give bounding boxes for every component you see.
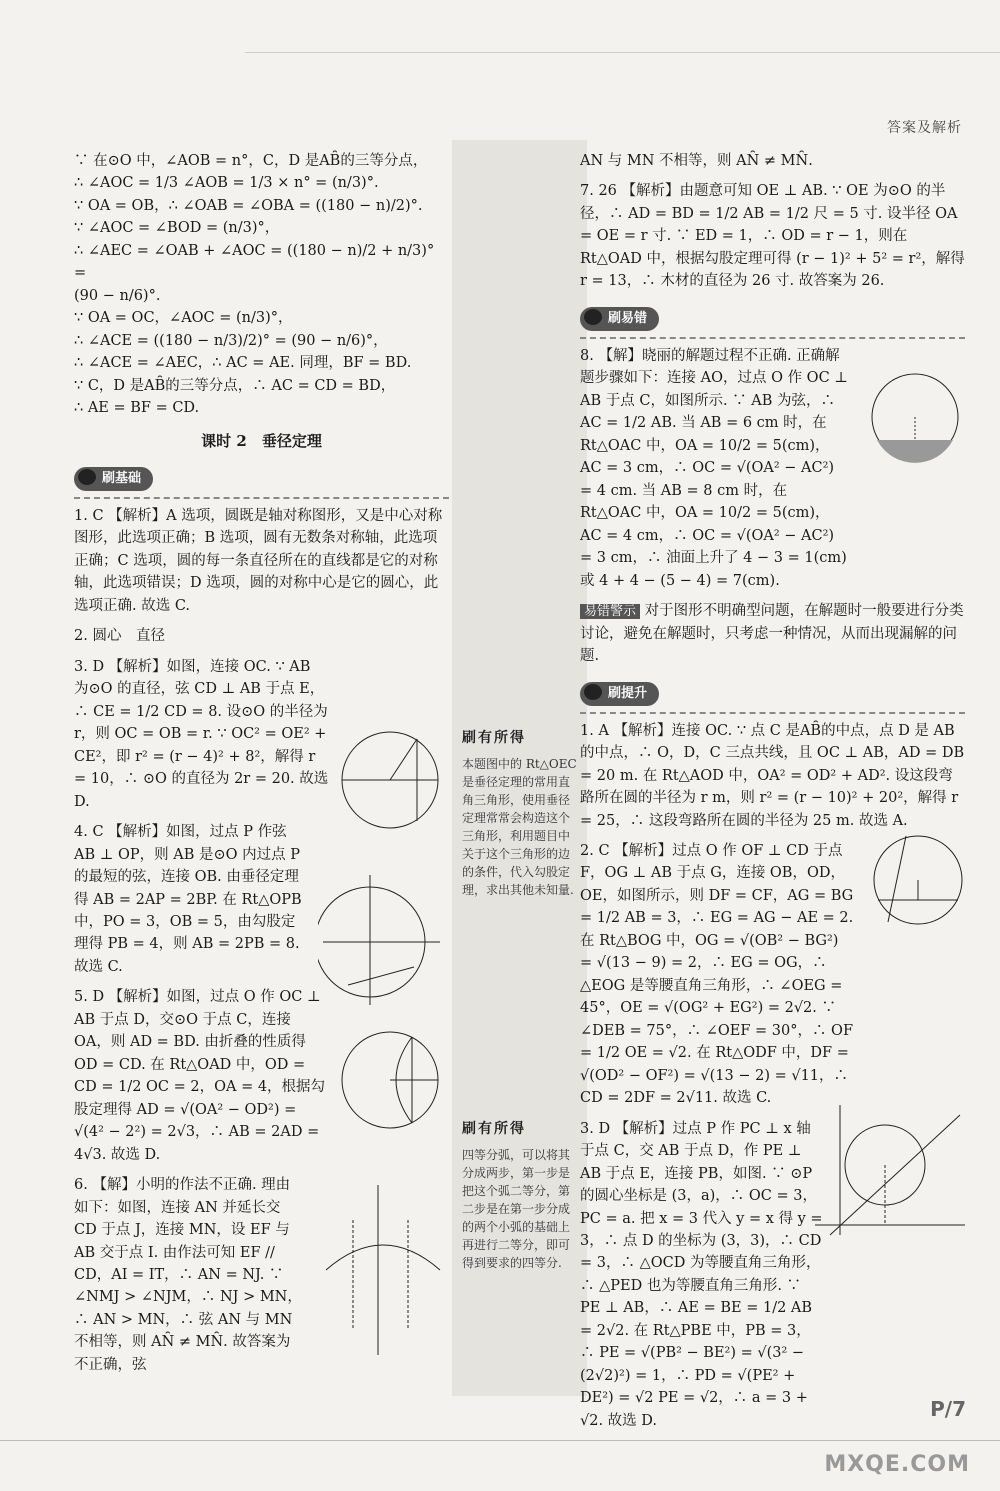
error-warning [580, 600, 965, 667]
right-column [580, 150, 965, 1440]
lesson-title: 课时 2 垂径定理 [201, 431, 322, 450]
answer-6-end: AN 与 MN 不相等，则 AN̑ ≠ MN̑. [580, 153, 813, 169]
proof-line: ∴ AE = BF = CD. [74, 400, 200, 417]
site-watermark: MXQE.COM [824, 1452, 970, 1477]
circle-diagram-q3 [335, 725, 450, 840]
warning-text: 对于图形不明确型问题，在解题时一般要进行分类讨论，避免在解题时，只考虑一种情况，从而出现漏解的问题. [580, 603, 964, 665]
answer-4: 4. C 【解析】如图，过点 P 作弦 AB ⊥ OP，则 AB 是⊙O 内过点 P 的最短的弦，连接 OB. 由垂径定理得 AB = 2AP = 2BP. 在 Rt△OPB 中，PO = 3，OB = 5，由勾股定理得 PB = 4，则 AB = 2PB = 8. 故选 C. [74, 824, 302, 975]
proof-line: ∴ ∠AOC = 1/3 ∠AOB = 1/3 × n° = (n/3)°. [74, 175, 379, 192]
answer-7: 7. 26 【解析】由题意可知 OE ⊥ AB. ∵ OE 为⊙O 的半径，∴ AD = BD = 1/2 AB = 1/2 尺 = 5 寸. 设半径 OA = OE = r 寸. ∵ ED = 1，∴ OD = r − 1，则在 Rt△OAD 中，根据勾股定理可得 (r − 1)² + 5² = r²，解得 r = 13，∴ 木材的直径为 26 寸. 故答案为 26. [580, 183, 965, 290]
answer-2: 2. 圆心 直径 [74, 628, 165, 645]
section-error: 刷易错 [580, 301, 965, 339]
answer-8: 8. 【解】晓丽的解题过程不正确. 正确解题步骤如下：连接 AO，过点 O 作 OC ⊥ AB 于点 C，如图所示. ∵ AB 为弦，∴ AC = 1/2 AB. 当 AB = 6 cm 时，在 Rt△OAC 中，OA = 10/2 = 5(cm)，AC = 3 cm，∴ OC = √(OA² − AC²) = 4 cm. 当 AB = 8 cm 时，在 Rt△OAC 中，OA = 10/2 = 5(cm)，AC = 4 cm，∴ OC = √(OA² − AC²) = 3 cm，∴ 油面上升了 4 − 3 = 1(cm) 或 4 + 4 − (5 − 4) = 7(cm). [580, 347, 848, 589]
answer-p2: 2. C 【解析】过点 O 作 OF ⊥ CD 于点 F，OG ⊥ AB 于点 G，连接 OB，OD，OE，如图所示，则 DF = CF，AG = BG = 1/2 AB = 3，∴ EG = AG − AE = 2. 在 Rt△BOG 中，OG = √(OB² − BG²) = √(13 − 9) = 2，∴ EG = OG，∴ △EOG 是等腰直角三角形，∴ ∠OEG = 45°，OE = √(OG² + EG²) = 2√2. ∵ ∠DEB = 75°，∴ ∠OEF = 30°，∴ OF = 1/2 OE = √2. 在 Rt△ODF 中，DF = √(OD² − OF²) = √(13 − 2) = √11，∴ CD = 2DF = 2√11. 故选 C. [580, 843, 854, 1107]
bottom-rule [0, 1440, 1000, 1441]
proof-line: ∵ OA = OC，∠AOC = (n/3)°， [74, 310, 293, 327]
side-heading: 刷有所得 [462, 1121, 526, 1137]
page-number: P/7 [930, 1397, 966, 1421]
answer-3: 3. D 【解析】如图，连接 OC. ∵ AB 为⊙O 的直径，弦 CD ⊥ AB 于点 E，∴ CE = 1/2 CD = 8. 设⊙O 的半径为 r，则 OC = OB = r. ∵ OC² = OE² + CE²，即 r² = (r − 4)² + 8²，解得 r = 10，∴ ⊙O 的直径为 2r = 20. 故选 D. [74, 658, 329, 810]
circle-diagram-q8 [860, 372, 970, 472]
brush-icon [584, 309, 602, 325]
arc-construction-diagram-q6 [318, 1180, 448, 1360]
coordinate-circle-diagram-p3 [810, 1100, 970, 1240]
side-notes [452, 140, 587, 1396]
answer-6: 6. 【解】小明的作法不正确. 理由如下：如图，连接 AN 并延长交 CD 于点 J，连接 MN，设 EF 与 AB 交于点 I. 由作法可知 EF // CD，AI = IT，∴ AN = NJ. ∵ ∠NMJ > ∠NJM，∴ NJ > MN，∴ AN > MN，∴ 弦 AN 与 MN 不相等，则 AN̑ ≠ MN̑. 故答案为不正确，弦 [74, 1177, 302, 1373]
section-basic: 刷基础 [74, 461, 449, 499]
proof-line: (90 − n/6)°. [74, 287, 161, 304]
circle-diagram-q4 [318, 870, 443, 1010]
answer-p3: 3. D 【解析】过点 P 作 PC ⊥ x 轴于点 C，交 AB 于点 D，作 PE ⊥ AB 于点 E，连接 PB，如图. ∵ ⊙P 的圆心坐标是 (3，a)，∴ OC = 3，PC = a. 把 x = 3 代入 y = x 得 y = 3，∴ 点 D 的坐标为 (3，3)，∴ CD = 3，∴ △OCD 为等腰直角三角形，∴ △PED 也为等腰直角三角形. ∵ PE ⊥ AB，∴ AE = BE = 1/2 AB = 2√2. 在 Rt△PBE 中，PB = 3，∴ PE = √(PB² − BE²) = √(3² − (2√2)²) = 1，∴ PD = √(PE² + DE²) = √2 PE = √2，∴ a = 3 + √2. 故选 D. [580, 1120, 823, 1429]
section-improve: 刷提升 [580, 676, 965, 714]
proof-line: ∴ ∠ACE = ∠AEC，∴ AC = AE. 同理，BF = BD. [74, 355, 412, 372]
proof-line: ∵ ∠AOC = ∠BOD = (n/3)°， [74, 220, 280, 237]
answer-5: 5. D 【解析】如图，过点 O 作 OC ⊥ AB 于点 D，交⊙O 于点 C，连接 OA，则 AD = BD. 由折叠的性质得 OD = CD. 在 Rt△OAD 中，OD = CD = 1/2 OC = 2，OA = 4，根据勾股定理得 AD = √(OA² − OD²) = √(4² − 2²) = 2√3，∴ AB = 2AD = 4√3. 故选 D. [74, 989, 326, 1163]
circle-diagram-q5 [340, 1025, 450, 1135]
proof-block [74, 150, 449, 420]
answer-1: 1. C 【解析】A 选项，圆既是轴对称图形，又是中心对称图形，此选项正确；B 选项，圆有无数条对称轴，此选项正确；C 选项，圆的每一条直径所在的直线都是它的对称轴，此选项错误；D 选项，圆的对称中心是它的圆心，此选项正确. 故选 C. [74, 508, 443, 614]
page-header: 答案及解析 [887, 120, 962, 136]
side-note-1: 本题图中的 Rt△OEC 是垂径定理的常用直角三角形，使用垂径定理常常会构造这个三角形，利用题目中关于这个三角形的边的条件，代入勾股定理，求出其他未知量. [462, 757, 577, 897]
answer-p1: 1. A 【解析】连接 OC. ∵ 点 C 是AB̑的中点，点 D 是 AB 的中点，∴ O，D，C 三点共线，且 OC ⊥ AB，AD = DB = 20 m. 在 Rt△AOD 中，OA² = OD² + AD². 设这段弯路所在圆的半径为 r m，则 r² = (r − 10)² + 20²，解得 r = 25，∴ 这段弯路所在圆的半径为 25 m. 故选 A. [580, 722, 965, 829]
brush-icon [584, 684, 602, 700]
brush-icon [78, 469, 96, 485]
top-rule [245, 52, 1000, 53]
warning-tag: 易错警示 [580, 604, 640, 619]
proof-line: ∴ ∠ACE = ((180 − n/3)/2)° = (90 − n/6)°， [74, 332, 388, 349]
proof-line: ∵ C，D 是AB̑的三等分点，∴ AC = CD = BD， [74, 377, 396, 394]
proof-line: ∴ ∠AEC = ∠OAB + ∠AOC = ((180 − n)/2 + n/3)° = [74, 242, 435, 282]
proof-line: ∵ 在⊙O 中，∠AOB = n°，C，D 是AB̑的三等分点， [74, 153, 428, 169]
circle-diagram-p2 [868, 830, 968, 930]
side-heading: 刷有所得 [462, 730, 526, 746]
proof-line: ∵ OA = OB，∴ ∠OAB = ∠OBA = ((180 − n)/2)°. [74, 197, 423, 214]
side-note-2: 四等分弧，可以将其分成两步，第一步是把这个弧二等分，第二步是在第一步分成的两个小弧的基础上再进行二等分，即可得到要求的四等分. [462, 1148, 571, 1270]
